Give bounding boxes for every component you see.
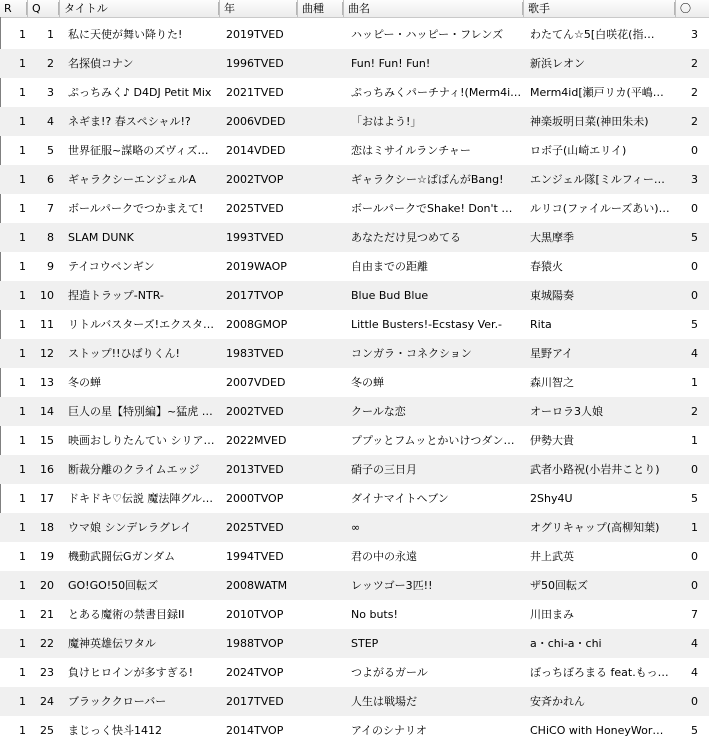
- cell-song: Blue Bud Blue: [351, 289, 429, 302]
- cell-title: GO!GO!50回転ズ: [68, 579, 159, 592]
- cell-artist: 伊勢大貴: [530, 434, 574, 447]
- cell-r: 1: [19, 434, 26, 447]
- cell-year: 2025TVED: [226, 521, 284, 534]
- table-row[interactable]: [0, 194, 709, 223]
- cell-year: 2000TVOP: [226, 492, 284, 505]
- cell-artist: オグリキャップ(高柳知葉): [530, 521, 660, 534]
- cell-type: [302, 658, 342, 687]
- cell-score: 4: [691, 347, 698, 360]
- cell-year: 2013TVED: [226, 463, 284, 476]
- cell-year: 2019WAOP: [226, 260, 287, 273]
- cell-type: [302, 49, 342, 78]
- cell-title: 捏造トラップ-NTR-: [68, 289, 164, 302]
- cell-year: 1983TVED: [226, 347, 284, 360]
- cell-score: 1: [691, 521, 698, 534]
- cell-artist: CHiCO with HoneyWor…: [530, 724, 664, 737]
- cell-q: 16: [40, 463, 54, 476]
- cell-title: ネギま!? 春スペシャル!?: [68, 115, 191, 128]
- cell-q: 5: [47, 144, 54, 157]
- cell-song: ギャラクシー☆ぱぱんがBang!: [351, 173, 504, 186]
- column-header-song[interactable]: [344, 0, 524, 17]
- cell-year: 2002TVOP: [226, 173, 284, 186]
- cell-score: 3: [691, 173, 698, 186]
- cell-song: Little Busters!-Ecstasy Ver.-: [351, 318, 503, 331]
- cell-type: [302, 78, 342, 107]
- cell-year: 2021TVED: [226, 86, 284, 99]
- cell-r: 1: [19, 231, 26, 244]
- cell-q: 15: [40, 434, 54, 447]
- cell-artist: ロボ子(山崎エリイ): [530, 144, 627, 157]
- cell-score: 5: [691, 231, 698, 244]
- cell-song: レッツゴー3匹!!: [351, 579, 433, 592]
- cell-year: 2017TVOP: [226, 289, 284, 302]
- cell-title: ぷっちみく♪ D4DJ Petit Mix: [68, 86, 212, 99]
- table-row[interactable]: [0, 281, 709, 310]
- table-row[interactable]: [0, 658, 709, 687]
- cell-score: 2: [691, 115, 698, 128]
- cell-type: [302, 310, 342, 339]
- cell-score: 5: [691, 492, 698, 505]
- cell-score: 1: [691, 434, 698, 447]
- table-row[interactable]: [0, 716, 709, 745]
- cell-r: 1: [19, 666, 26, 679]
- table-row[interactable]: [0, 78, 709, 107]
- cell-title: 私に天使が舞い降りた!: [68, 28, 183, 41]
- table-row[interactable]: [0, 165, 709, 194]
- cell-q: 24: [40, 695, 54, 708]
- cell-artist: 安斉かれん: [530, 695, 585, 708]
- cell-title: テイコウペンギン: [68, 260, 155, 273]
- cell-title: 冬の蝉: [68, 376, 101, 389]
- cell-q: 3: [47, 86, 54, 99]
- cell-r: 1: [19, 318, 26, 331]
- column-header-title[interactable]: [60, 0, 220, 17]
- cell-type: [302, 281, 342, 310]
- cell-year: 2019TVED: [226, 28, 284, 41]
- cell-year: 2025TVED: [226, 202, 284, 215]
- cell-q: 14: [40, 405, 54, 418]
- table-row[interactable]: [0, 455, 709, 484]
- cell-title: ストップ!!ひばりくん!: [68, 347, 180, 360]
- cell-song: 恋はミサイルランチャー: [351, 144, 471, 157]
- table-row[interactable]: [0, 339, 709, 368]
- cell-r: 1: [19, 173, 26, 186]
- cell-title: 魔神英雄伝ワタル: [68, 637, 156, 650]
- cell-q: 22: [40, 637, 54, 650]
- cell-title: ドキドキ♡伝説 魔法陣グル…: [68, 492, 214, 505]
- column-header-label: R: [4, 2, 12, 15]
- cell-type: [302, 484, 342, 513]
- cell-type: [302, 136, 342, 165]
- cell-q: 1: [47, 28, 54, 41]
- column-header-q[interactable]: [28, 0, 60, 17]
- cell-type: [302, 165, 342, 194]
- cell-r: 1: [19, 28, 26, 41]
- column-header-label: 年: [224, 2, 235, 15]
- cell-score: 0: [691, 463, 698, 476]
- table-row[interactable]: [0, 484, 709, 514]
- cell-r: 1: [19, 347, 26, 360]
- cell-type: [302, 368, 342, 397]
- table-row[interactable]: [0, 107, 709, 136]
- cell-song: No buts!: [351, 608, 398, 621]
- cell-score: 0: [691, 579, 698, 592]
- cell-title: 名探偵コナン: [68, 57, 134, 70]
- cell-year: 1988TVOP: [226, 637, 284, 650]
- cell-artist: 武者小路祝(小岩井ことり): [530, 463, 660, 476]
- cell-artist: a・chi-a・chi: [530, 637, 602, 650]
- column-header-type[interactable]: [298, 0, 344, 17]
- cell-r: 1: [19, 202, 26, 215]
- cell-year: 1993TVED: [226, 231, 284, 244]
- column-header-artist[interactable]: [524, 0, 676, 17]
- cell-r: 1: [19, 695, 26, 708]
- cell-q: 20: [40, 579, 54, 592]
- cell-title: 負けヒロインが多すぎる!: [68, 666, 194, 679]
- table-header: [0, 0, 709, 18]
- column-header-score[interactable]: [676, 0, 709, 17]
- cell-song: あなただけ見つめてる: [351, 231, 461, 244]
- cell-song: ぷっちみくパーチナィ!(Merm4i…: [351, 86, 521, 99]
- column-header-label: 曲種: [302, 2, 324, 15]
- table-row[interactable]: [0, 571, 709, 600]
- cell-song: 硝子の三日月: [351, 463, 417, 476]
- cell-score: 4: [691, 666, 698, 679]
- cell-r: 1: [19, 376, 26, 389]
- cell-score: 4: [691, 637, 698, 650]
- cell-r: 1: [19, 463, 26, 476]
- cell-year: 2002TVED: [226, 405, 284, 418]
- cell-artist: 森川智之: [530, 376, 574, 389]
- cell-artist: わたてん☆5[白咲花(指…: [530, 28, 655, 41]
- cell-artist: 井上武英: [530, 550, 574, 563]
- cell-artist: 川田まみ: [530, 608, 574, 621]
- cell-q: 19: [40, 550, 54, 563]
- cell-score: 0: [691, 202, 698, 215]
- cell-r: 1: [19, 637, 26, 650]
- cell-song: STEP: [351, 637, 379, 650]
- cell-title: 映画おしりたんてい シリア…: [68, 434, 215, 447]
- cell-year: 2007VDED: [226, 376, 286, 389]
- cell-artist: 星野アイ: [530, 347, 574, 360]
- cell-artist: エンジェル隊[ミルフィー…: [530, 173, 665, 186]
- cell-q: 11: [40, 318, 54, 331]
- cell-title: まじっく快斗1412: [68, 724, 162, 737]
- cell-song: 自由までの距離: [351, 260, 428, 273]
- cell-song: ダイナマイトヘブン: [351, 492, 449, 505]
- cell-title: ボールパークでつかまえて!: [68, 202, 204, 215]
- table-row[interactable]: [0, 542, 709, 571]
- table-row[interactable]: [0, 687, 709, 716]
- cell-r: 1: [19, 57, 26, 70]
- cell-year: 1996TVED: [226, 57, 284, 70]
- cell-r: 1: [19, 405, 26, 418]
- cell-title: ギャラクシーエンジェルA: [68, 173, 197, 186]
- cell-type: [302, 397, 342, 426]
- cell-score: 5: [691, 724, 698, 737]
- cell-type: [302, 542, 342, 571]
- cell-song: ププッとフムッとかいけつダン…: [351, 434, 515, 447]
- cell-type: [302, 252, 342, 281]
- cell-score: 1: [691, 376, 698, 389]
- cell-type: [302, 687, 342, 716]
- cell-q: 23: [40, 666, 54, 679]
- cell-song: 人生は戦場だ: [351, 695, 417, 708]
- cell-type: [302, 600, 342, 629]
- cell-song: 冬の蝉: [351, 376, 384, 389]
- cell-r: 1: [19, 289, 26, 302]
- cell-year: 2014VDED: [226, 144, 286, 157]
- cell-title: リトルバスターズ!エクスタ…: [68, 318, 214, 331]
- cell-type: [302, 107, 342, 136]
- cell-q: 21: [40, 608, 54, 621]
- table-row[interactable]: [0, 223, 709, 252]
- cell-year: 2017TVED: [226, 695, 284, 708]
- cell-song: つよがるガール: [351, 666, 428, 679]
- cell-r: 1: [19, 521, 26, 534]
- cell-year: 2008GMOP: [226, 318, 288, 331]
- cell-r: 1: [19, 115, 26, 128]
- cell-year: 2010TVOP: [226, 608, 284, 621]
- cell-q: 17: [40, 492, 54, 505]
- table-row[interactable]: [0, 49, 709, 78]
- cell-type: [302, 426, 342, 455]
- column-header-year[interactable]: [220, 0, 298, 17]
- column-header-label: タイトル: [64, 2, 108, 15]
- cell-year: 1994TVED: [226, 550, 284, 563]
- cell-song: 君の中の永遠: [351, 550, 417, 563]
- cell-type: [302, 571, 342, 600]
- cell-q: 25: [40, 724, 54, 737]
- column-header-label: 〇: [680, 2, 691, 15]
- cell-q: 13: [40, 376, 54, 389]
- table-row[interactable]: [0, 136, 709, 165]
- cell-score: 2: [691, 57, 698, 70]
- cell-r: 1: [19, 144, 26, 157]
- table-row[interactable]: [0, 397, 709, 426]
- cell-year: 2006VDED: [226, 115, 286, 128]
- cell-artist: ルリコ(ファイルーズあい)…: [530, 202, 670, 215]
- cell-song: アイのシナリオ: [351, 724, 427, 737]
- cell-score: 0: [691, 550, 698, 563]
- cell-artist: ザ50回転ズ: [530, 579, 588, 592]
- table-row[interactable]: [0, 368, 709, 397]
- cell-song: Fun! Fun! Fun!: [351, 57, 431, 70]
- cell-type: [302, 455, 342, 484]
- cell-artist: Rita: [530, 318, 552, 331]
- cell-year: 2022MVED: [226, 434, 287, 447]
- table-row[interactable]: [0, 513, 709, 542]
- cell-artist: 大黒摩季: [530, 231, 574, 244]
- column-header-label: Q: [32, 2, 41, 15]
- cell-artist: オーロラ3人娘: [530, 405, 603, 418]
- cell-title: 世界征服~謀略のズヴィズ…: [68, 144, 209, 157]
- cell-q: 4: [47, 115, 54, 128]
- column-header-r[interactable]: [0, 0, 28, 17]
- cell-artist: 新浜レオン: [530, 57, 585, 70]
- cell-score: 2: [691, 405, 698, 418]
- cell-artist: 神楽坂明日菜(神田朱未): [530, 115, 649, 128]
- cell-song: ∞: [351, 521, 361, 534]
- cell-title: ブラッククローバー: [68, 695, 167, 708]
- cell-title: 機動武闘伝Gガンダム: [68, 550, 176, 563]
- cell-r: 1: [19, 724, 26, 737]
- cell-artist: Merm4id[瀬戸リカ(平嶋…: [530, 86, 664, 99]
- cell-q: 7: [47, 202, 54, 215]
- cell-score: 5: [691, 318, 698, 331]
- table-row[interactable]: [0, 252, 709, 281]
- cell-title: 断裁分離のクライムエッジ: [68, 463, 200, 476]
- cell-q: 2: [47, 57, 54, 70]
- cell-score: 0: [691, 289, 698, 302]
- cell-song: クールな恋: [351, 405, 406, 418]
- cell-score: 0: [691, 695, 698, 708]
- cell-r: 1: [19, 550, 26, 563]
- cell-q: 6: [47, 173, 54, 186]
- table-row[interactable]: [0, 600, 709, 629]
- cell-type: [302, 20, 342, 49]
- cell-score: 0: [691, 144, 698, 157]
- table-row[interactable]: [0, 426, 709, 455]
- cell-r: 1: [19, 86, 26, 99]
- cell-artist: ぼっちぼろまる feat.もっ…: [530, 666, 669, 679]
- cell-year: 2024TVOP: [226, 666, 284, 679]
- table-row[interactable]: [0, 629, 709, 658]
- cell-r: 1: [19, 260, 26, 273]
- cell-song: 「おはよう!」: [351, 115, 422, 128]
- cell-r: 1: [19, 492, 26, 505]
- cell-r: 1: [19, 608, 26, 621]
- cell-q: 10: [40, 289, 54, 302]
- cell-type: [302, 194, 342, 223]
- cell-title: 巨人の星【特別編】~猛虎 …: [68, 405, 213, 418]
- cell-artist: 2Shy4U: [530, 492, 573, 505]
- table-row[interactable]: [0, 310, 709, 339]
- cell-score: 7: [691, 608, 698, 621]
- cell-song: コンガラ・コネクション: [351, 347, 472, 360]
- cell-q: 18: [40, 521, 54, 534]
- cell-q: 12: [40, 347, 54, 360]
- cell-type: [302, 339, 342, 368]
- cell-year: 2008WATM: [226, 579, 288, 592]
- cell-song: ハッピー・ハッピー・フレンズ: [351, 28, 504, 41]
- cell-title: SLAM DUNK: [68, 231, 134, 244]
- cell-title: とある魔術の禁書目録II: [68, 608, 185, 621]
- cell-artist: 東城陽奏: [530, 289, 574, 302]
- table-row[interactable]: [0, 20, 709, 49]
- cell-type: [302, 223, 342, 252]
- cell-q: 8: [47, 231, 54, 244]
- cell-q: 9: [47, 260, 54, 273]
- cell-artist: 春猿火: [530, 260, 563, 273]
- cell-r: 1: [19, 579, 26, 592]
- column-header-label: 曲名: [348, 2, 370, 15]
- cell-title: ウマ娘 シンデレラグレイ: [68, 521, 192, 534]
- cell-type: [302, 629, 342, 658]
- cell-type: [302, 716, 342, 745]
- cell-song: ボールパークでShake! Don't …: [351, 202, 513, 215]
- cell-type: [302, 513, 342, 542]
- cell-score: 0: [691, 260, 698, 273]
- cell-score: 2: [691, 86, 698, 99]
- cell-year: 2014TVOP: [226, 724, 284, 737]
- column-header-label: 歌手: [528, 2, 550, 15]
- cell-score: 3: [691, 28, 698, 41]
